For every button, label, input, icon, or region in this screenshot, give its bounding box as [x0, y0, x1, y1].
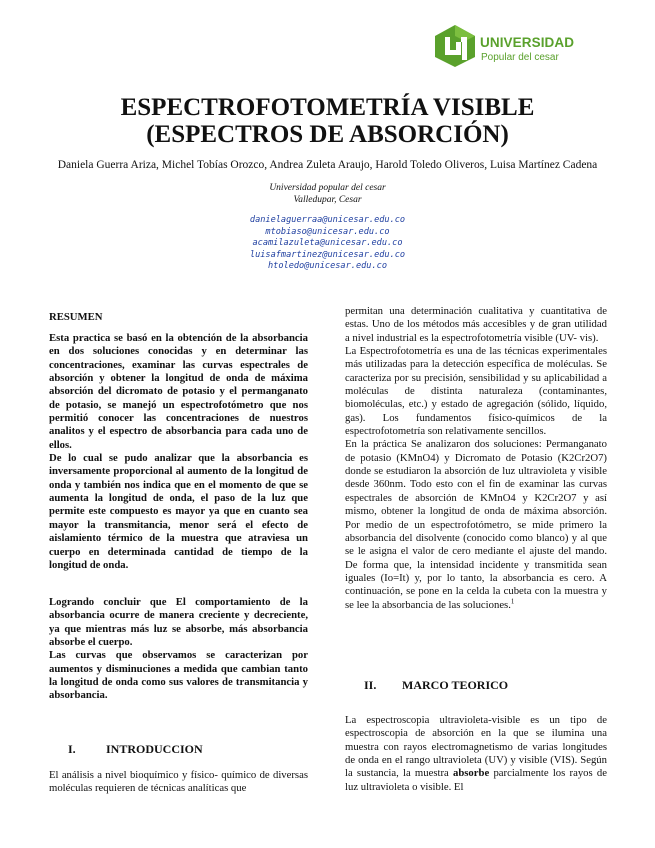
logo-name: UNIVERSIDAD — [480, 35, 575, 50]
email-link[interactable]: htoledo@unicesar.edu.co — [268, 261, 387, 271]
abstract-heading: RESUMEN — [49, 311, 103, 323]
abstract-paragraph: De lo cual se pudo analizar que la absorbancia es inversamente proporcional al aumento de la longitud de onda y también nos indica que en el momento de que se aumenta la longitud de onda, el paso de la luz que permite este compuesto es mayor ya que en cuanto sea mayor la transmitancia, menor será el efecto de aislamiento térmico de la muestra que atraviesa un cuerpo en determinada cantidad de tiempo de la longitud de onda. — [49, 452, 308, 571]
abstract-paragraph: Las curvas que observamos se caracterizan por aumentos y disminuciones a medida que cambian tanto la longitud de onda como sus valores de transmitancia y absorbancia. — [49, 649, 308, 702]
marco-teorico-body — [345, 714, 607, 794]
section-title: MARCO TEORICO — [402, 678, 509, 692]
abstract-conclusion — [49, 596, 308, 703]
body-paragraph: La espectroscopia ultravioleta-visible es un tipo de espectroscopia de absorción en la que se ilumina una muestra con rayos electromagnetismo de varias longitudes de onda en el rango ultravioleta (UV) y visible (VIS). Según la sustancia, la muestra absorbe parcialmente los rayos de luz ultravioleta o visible. El — [345, 714, 607, 793]
section-heading-marco-teorico — [345, 678, 607, 693]
body-paragraph: permitan una determinación cualitativa y cuantitativa de estas. Uno de los métodos más accesibles y de gran utilidad a nivel industrial es la espectrofotometría visible (UV- vis). — [345, 305, 607, 344]
footnote-ref[interactable]: 1 — [510, 597, 515, 605]
intro-paragraph: El análisis a nivel bioquímico y físico- químico de diversas moléculas requieren de técnicas analíticas que — [49, 769, 308, 795]
emphasis: absorbe — [452, 767, 490, 780]
abstract-paragraph: Logrando concluir que El comportamiento de la absorbancia ocurre de manera creciente y decreciente, ya que mientras más luz se absorbe, más absorbancia absorbe el cuerpo. — [49, 596, 308, 649]
university-logo-icon — [433, 24, 477, 68]
body-paragraph: La Espectrofotometría es una de las técnicas experimentales más utilizadas para la detección específica de moléculas. Se caracteriza por su precisión, sensibilidad y su aplicabilidad a moléculas de distinta naturaleza (contaminantes, biomoléculas, etc.) y estado de agregación (sólido, líquido, gas). Los fundamentos físico-químicos de la espectrofotometría son relativamente sencillos. — [345, 345, 607, 438]
university-logo — [433, 24, 583, 72]
email-link[interactable]: acamilazuleta@unicesar.edu.co — [252, 238, 403, 248]
right-column-body — [345, 305, 607, 612]
title-line-1: ESPECTROFOTOMETRÍA VISIBLE — [120, 94, 535, 121]
paper-title — [0, 94, 655, 148]
section-heading-introduccion — [49, 742, 308, 757]
affiliation — [0, 182, 655, 206]
email-link[interactable]: danielaguerraa@unicesar.edu.co — [249, 215, 406, 225]
section-number: I. — [68, 742, 76, 756]
logo-subtitle: Popular del cesar — [481, 52, 559, 63]
section-title: INTRODUCCION — [106, 742, 203, 756]
title-line-2: (ESPECTROS DE ABSORCIÓN) — [146, 121, 509, 148]
intro-body — [49, 769, 308, 796]
abstract-paragraph: Esta practica se basó en la obtención de la absorbancia en dos soluciones conocidas y en determinar las concentraciones, examinar las curvas espectrales de absorción y obtener la longitud de onda de máxima absorción del dicromato de potasio y el permanganato de potasio, se manejó un espectrofotómetro que nos permitió conocer las concentraciones de nuestros analitos y el espectro de absorbancia para cada uno de ellos. — [49, 332, 308, 451]
affiliation-city: Valledupar, Cesar — [293, 195, 362, 205]
abstract-body — [49, 332, 308, 572]
affiliation-university: Universidad popular del cesar — [269, 183, 386, 193]
authors: Daniela Guerra Ariza, Michel Tobías Orozco, Andrea Zuleta Araujo, Harold Toledo Oliveros, Luisa Martínez Cadena — [57, 159, 598, 171]
email-link[interactable]: mtobiaso@unicesar.edu.co — [265, 226, 390, 237]
author-emails — [0, 215, 655, 273]
section-number: II. — [364, 678, 377, 692]
email-link[interactable]: luisafmartinez@unicesar.edu.co — [249, 249, 406, 260]
body-paragraph: En la práctica Se analizaron dos soluciones: Permanganato de potasio (KMnO4) y Dicromato de Potasio (K2Cr2O7) donde se estudiaron la absorción de luz ultravioleta y visible desde 360nm. Todo esto con el fin de examinar las curvas espectrales de absorción de KMnO4 y K2Cr2O7 y así mismo, obtener la longitud de onda de máxima absorción. Por medio de un espectrofotómetro, se mide primero la absorbancia del disolvente (conocido como blanco) y al que se le asigna el valor de cero mediante el ajuste del mando. De forma que, la intensidad incidente y transmitida sean iguales (Io=It) y, por lo tanto, la absorbancia es cero. A continuación, se pone en la celda la cubeta con la muestra y se lee la absorbancia de las soluciones.$^1$ — [345, 438, 607, 611]
